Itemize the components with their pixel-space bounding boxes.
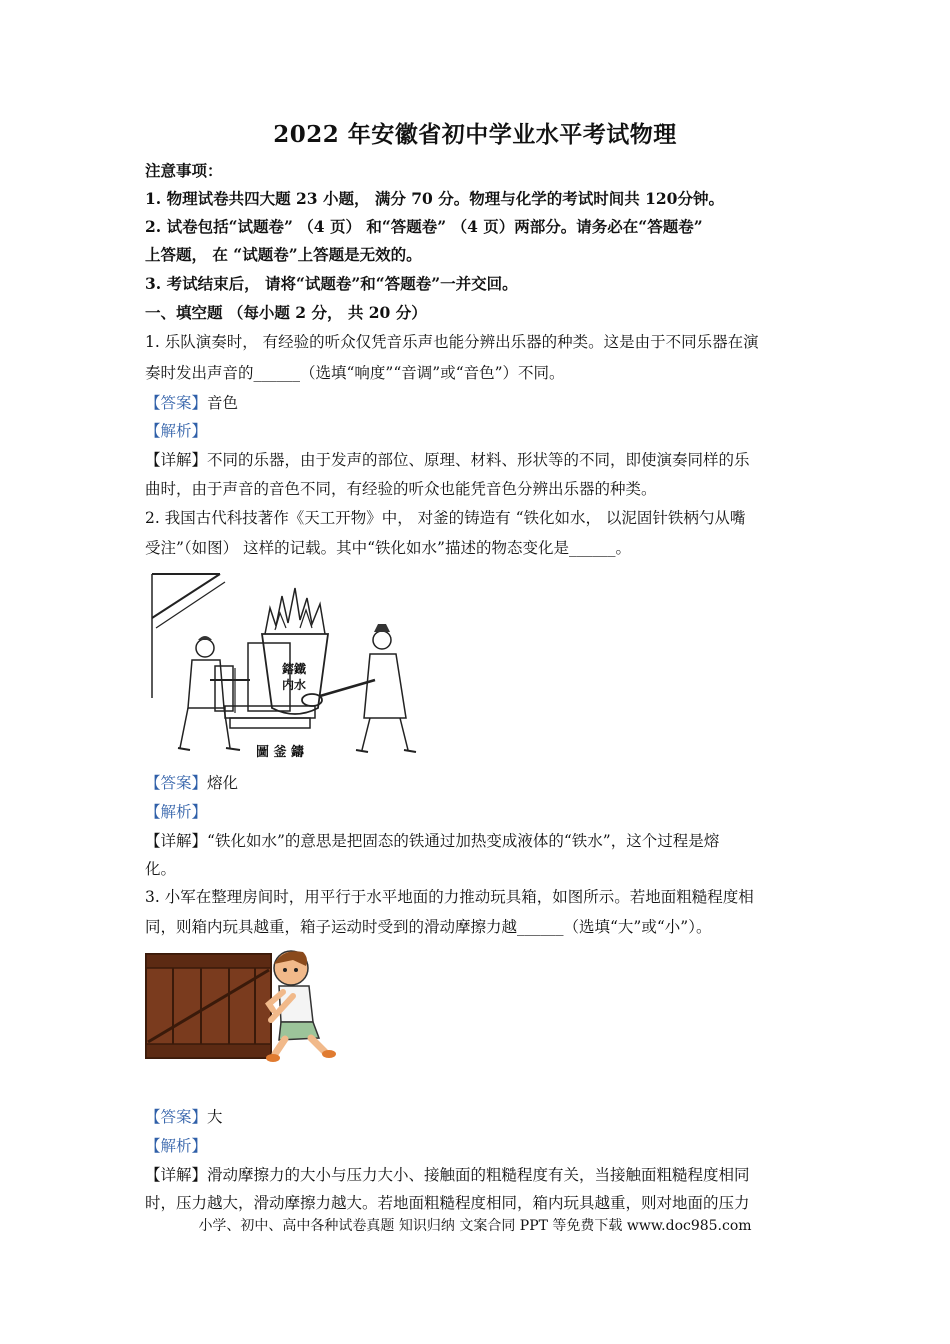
boy-pushing-crate-illustration bbox=[143, 946, 338, 1066]
question-1-analysis bbox=[145, 420, 815, 442]
answer-tag: 【答案】 bbox=[145, 774, 208, 792]
question-2-analysis bbox=[145, 801, 815, 823]
detail-tag: 【详解】 bbox=[145, 1166, 208, 1184]
question-3-detail-2: 时，压力越大，滑动摩擦力越大。若地面粗糙程度相同，箱内玩具越重，则对地面的压力 bbox=[145, 1194, 750, 1212]
answer-text: 音色 bbox=[207, 394, 239, 412]
question-1-answer bbox=[145, 392, 815, 414]
notice-item-3: 3. 考试结束后， 请将“试题卷”和“答题卷”一并交回。 bbox=[145, 274, 518, 293]
notice-item-2: 2. 试卷包括“试题卷” （4 页） 和“答题卷” （4 页）两部分。请务必在“答题卷” bbox=[145, 217, 703, 236]
answer-tag: 【答案】 bbox=[145, 394, 208, 412]
question-2-answer bbox=[145, 772, 815, 794]
figure-caption: 圖 釜 鑄 bbox=[255, 745, 305, 760]
page-footer: 小学、初中、高中各种试卷真题 知识归纳 文案合同 PPT 等免费下载 www.doc985.com bbox=[198, 1218, 752, 1234]
answer-tag: 【答案】 bbox=[145, 1108, 208, 1126]
detail-text: 滑动摩擦力的大小与压力大小、接触面的粗糙程度有关，当接触面粗糙程度相同 bbox=[207, 1166, 750, 1184]
page-title: 2022 年安徽省初中学业水平考试物理 bbox=[273, 121, 677, 148]
notice-item-1: 1. 物理试卷共四大题 23 小题， 满分 70 分。物理与化学的考试时间共 120分钟。 bbox=[145, 189, 724, 208]
question-2-detail-2: 化。 bbox=[145, 860, 177, 878]
analysis-tag: 【解析】 bbox=[145, 803, 208, 821]
question-1-line-1: 1. 乐队演奏时， 有经验的听众仅凭音乐声也能分辨出乐器的种类。这是由于不同乐器在演 bbox=[145, 333, 759, 351]
detail-text: 不同的乐器，由于发声的部位、原理、材料、形状等的不同，即使演奏同样的乐 bbox=[207, 451, 750, 469]
question-2-line-2: 受注”（如图） 这样的记载。其中“铁化如水”描述的物态变化是______。 bbox=[145, 539, 631, 557]
question-1-detail-2: 曲时，由于声音的音色不同，有经验的听众也能凭音色分辨出乐器的种类。 bbox=[145, 480, 657, 498]
ancient-casting-illustration bbox=[150, 568, 420, 763]
question-3-answer bbox=[145, 1106, 815, 1128]
question-1-detail-1 bbox=[145, 449, 815, 471]
detail-tag: 【详解】 bbox=[145, 451, 208, 469]
analysis-tag: 【解析】 bbox=[145, 422, 208, 440]
analysis-tag: 【解析】 bbox=[145, 1137, 208, 1155]
question-2-line-1: 2. 我国古代科技著作《天工开物》中， 对釜的铸造有 “铁化如水， 以泥固针铁柄勺从嘴 bbox=[145, 509, 746, 527]
detail-text: “铁化如水”的意思是把固态的铁通过加热变成液体的“铁水”，这个过程是熔 bbox=[207, 832, 720, 850]
furnace-label: 鎔鐵内水 bbox=[281, 662, 307, 692]
detail-tag: 【详解】 bbox=[145, 832, 208, 850]
notice-item-2-cont: 上答题， 在 “试题卷”上答题是无效的。 bbox=[145, 245, 422, 264]
answer-text: 大 bbox=[207, 1108, 223, 1126]
question-3-line-1: 3. 小军在整理房间时，用平行于水平地面的力推动玩具箱，如图所示。若地面粗糙程度相 bbox=[145, 888, 754, 906]
question-3-line-2: 同，则箱内玩具越重，箱子运动时受到的滑动摩擦力越______（选填“大”或“小”）。 bbox=[145, 918, 712, 936]
question-1-line-2: 奏时发出声音的______（选填“响度”“音调”或“音色”）不同。 bbox=[145, 364, 565, 382]
notice-heading: 注意事项： bbox=[145, 161, 223, 180]
answer-text: 熔化 bbox=[207, 774, 239, 792]
question-3-analysis bbox=[145, 1135, 815, 1157]
section-heading: 一、填空题 （每小题 2 分， 共 20 分） bbox=[145, 303, 427, 322]
question-2-detail-1 bbox=[145, 830, 815, 852]
question-3-detail-1 bbox=[145, 1164, 815, 1186]
